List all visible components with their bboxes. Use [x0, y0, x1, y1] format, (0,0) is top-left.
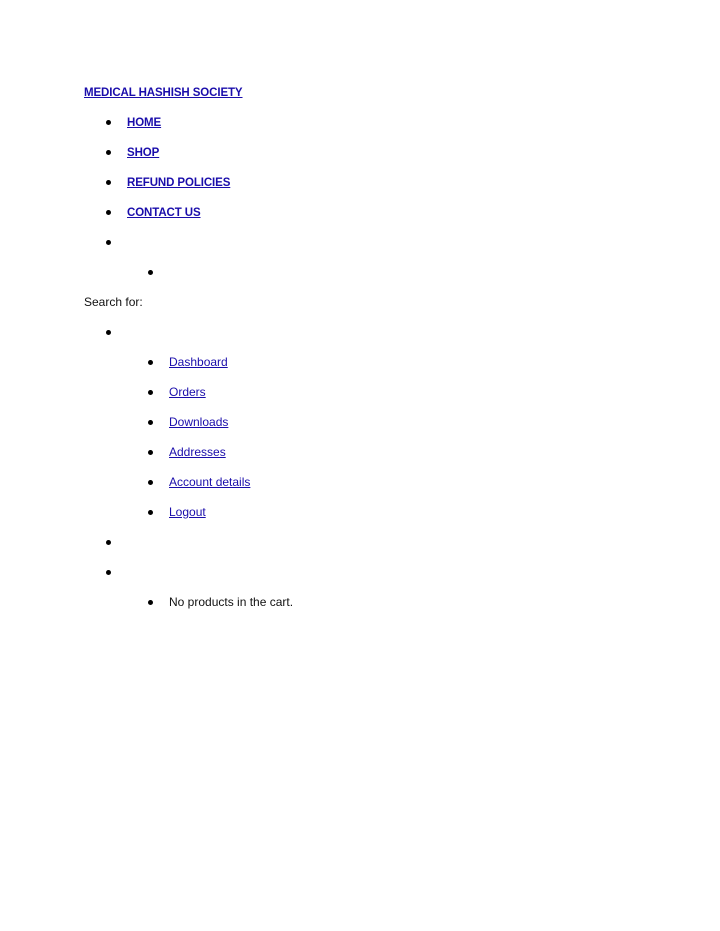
nav-link-refund-policies[interactable]: REFUND POLICIES — [127, 177, 231, 189]
search-label: Search for: — [84, 295, 143, 309]
bullet — [148, 420, 153, 425]
account-link-orders[interactable]: Orders — [169, 385, 206, 399]
bullet — [148, 510, 153, 515]
bullet — [106, 210, 111, 215]
bullet — [106, 570, 111, 575]
account-link-addresses[interactable]: Addresses — [169, 445, 226, 459]
account-link-logout[interactable]: Logout — [169, 505, 206, 519]
bullet — [106, 180, 111, 185]
account-link-account-details[interactable]: Account details — [169, 475, 251, 489]
bullet — [106, 120, 111, 125]
nav-link-home[interactable]: HOME — [127, 117, 162, 129]
bullet — [148, 600, 153, 605]
bullet — [148, 270, 153, 275]
bullet — [148, 360, 153, 365]
bullet — [106, 330, 111, 335]
bullet — [106, 150, 111, 155]
nav-link-contact-us[interactable]: CONTACT US — [127, 207, 201, 219]
account-link-downloads[interactable]: Downloads — [169, 415, 229, 429]
site-title-link[interactable]: MEDICAL HASHISH SOCIETY — [84, 87, 243, 99]
bullet — [148, 480, 153, 485]
cart-empty-message: No products in the cart. — [169, 595, 294, 609]
bullet — [106, 240, 111, 245]
bullet — [148, 390, 153, 395]
nav-link-shop[interactable]: SHOP — [127, 147, 160, 159]
bullet — [148, 450, 153, 455]
bullet — [106, 540, 111, 545]
account-link-dashboard[interactable]: Dashboard — [169, 355, 228, 369]
